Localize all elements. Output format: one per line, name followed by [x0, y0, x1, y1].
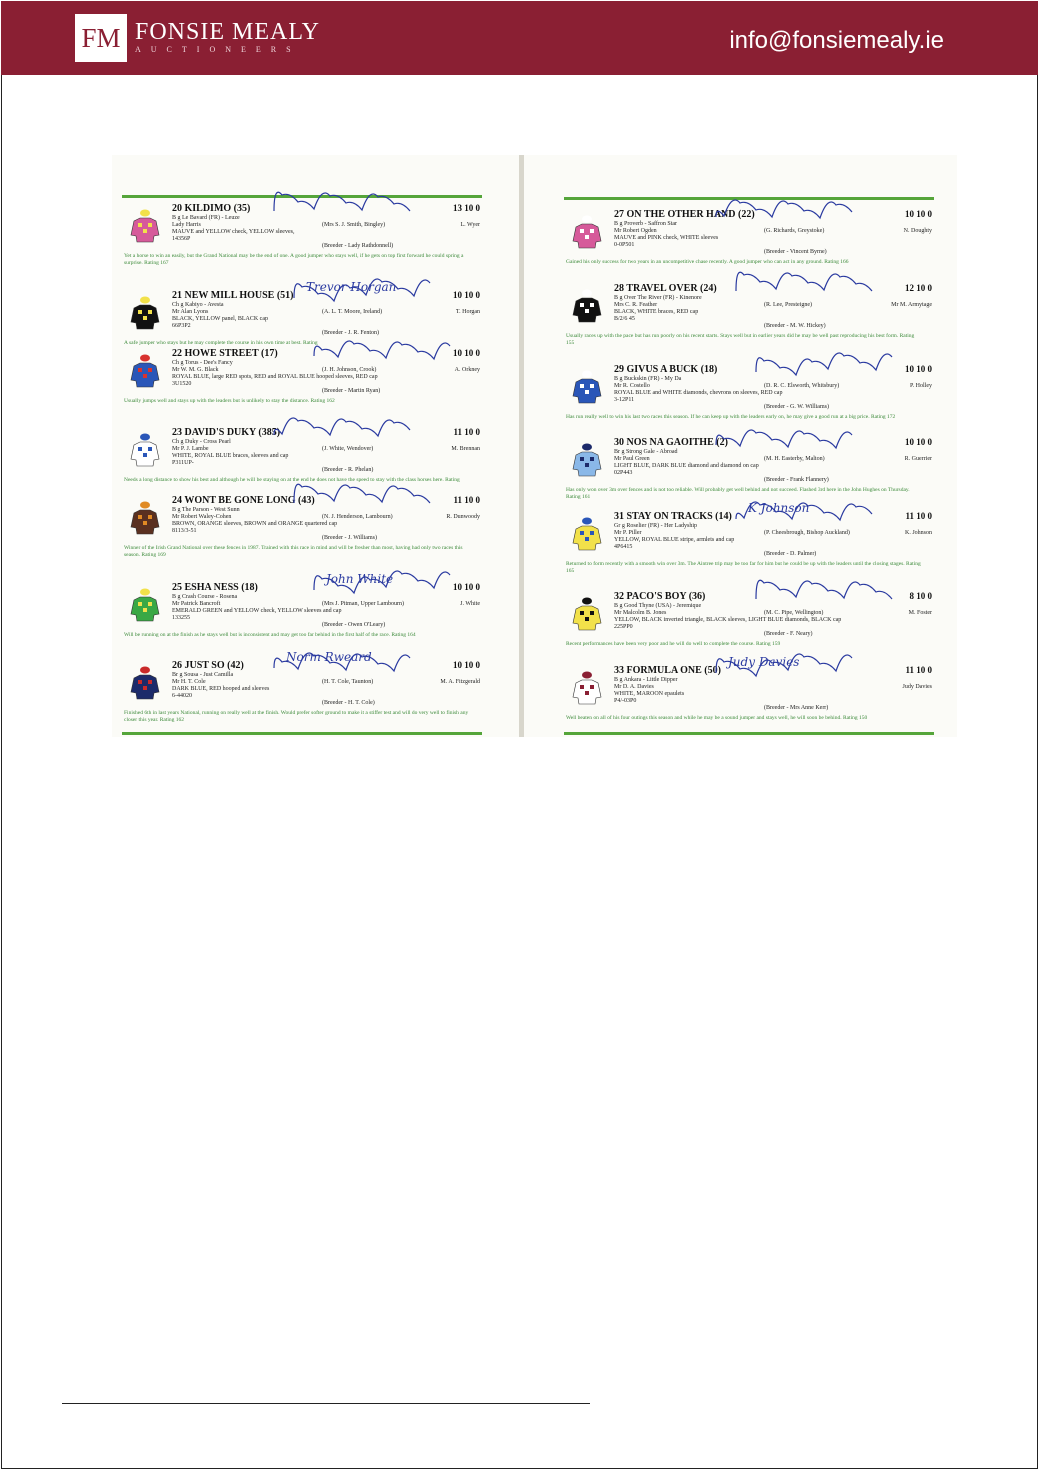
runner-breeder: (Breeder - R. Phelan) [322, 467, 374, 473]
autograph [714, 425, 864, 460]
autograph-stroke [274, 192, 410, 211]
jockey-silks-icon [572, 597, 602, 631]
runner-comment: Well beaten on all of his four outings this season and while he may be a sound jumper and stays well, he will soon be behind. Rating 150 [566, 715, 868, 721]
jockey-silks [572, 443, 602, 477]
runner-form: 66P3P2 [172, 323, 191, 329]
runner-entry [122, 650, 482, 740]
jockey-silks-icon [130, 588, 160, 622]
runner-breeder: (Breeder - Lady Rathdonnell) [322, 243, 394, 249]
runner-breeding: B g Over The River (FR) - Kinenore [614, 295, 702, 301]
silks-pattern [585, 617, 589, 621]
runner-owner: Mr D. A. Davies [614, 684, 654, 690]
silks-pattern [138, 447, 142, 451]
runner-breeder: (Breeder - Vincent Byrne) [764, 249, 827, 255]
runner-weight: 10 10 0 [905, 364, 932, 374]
autograph [272, 648, 422, 683]
runner-owner: Mr Robert Waley-Cohen [172, 514, 232, 520]
runner-title: 25 ESHA NESS (18) [172, 582, 258, 593]
runner-owner: Mrs C. R. Feather [614, 302, 658, 308]
silks-pattern [148, 447, 152, 451]
autograph [292, 278, 442, 313]
autograph [754, 352, 904, 387]
runner-trainer: (R. Lee, Presteigne) [764, 302, 812, 308]
racecard-scan [112, 155, 957, 737]
silks-cap [582, 598, 592, 605]
runner-breeder: (Breeder - J. R. Fenton) [322, 330, 379, 336]
silks-cap [140, 589, 150, 596]
runner-jockey: L. Wyer [460, 222, 480, 228]
runner-owner: Mr Malcolm B. Jones [614, 610, 667, 616]
silks-pattern [580, 611, 584, 615]
jockey-silks-icon [572, 443, 602, 477]
runner-owner: Mr Paul Green [614, 456, 650, 462]
runner-trainer: (J. H. Johnson, Crook) [322, 367, 377, 373]
runner-weight: 13 10 0 [453, 203, 480, 213]
runner-form: 4P6415 [614, 544, 633, 550]
silks-pattern [590, 229, 594, 233]
runner-comment: Yet a horse to win an easily, but the Grand National may be the end of one. A good jumper who stays well, if he gets on top first forward he could spring a surprise. Rating 167 [124, 253, 464, 266]
silks-pattern [143, 686, 147, 690]
runner-breeding: B g Ankara - Little Dipper [614, 677, 678, 683]
autograph-text: Trevor Horgan [306, 280, 397, 294]
autograph [272, 415, 422, 450]
silks-pattern [148, 223, 152, 227]
autograph-stroke [716, 200, 852, 218]
runner-title: 24 WONT BE GONE LONG (43) [172, 495, 315, 506]
runner-comment: Finished 6th in last years National, running on really well at the finish. Would prefer softer ground to make it a stiffer test and will do very well to finish any closer this year. Rating 162 [124, 710, 469, 723]
runner-form: 02P443 [614, 470, 633, 476]
runner-trainer: (Mrs S. J. Smith, Bingley) [322, 222, 386, 228]
runner-jockey: R. Dunwoody [446, 514, 480, 520]
silks-pattern [143, 521, 147, 525]
jockey-silks [572, 215, 602, 249]
autograph-scribble [714, 425, 864, 455]
runner-weight: 10 10 0 [453, 660, 480, 670]
silks-pattern [580, 457, 584, 461]
runner-breeder: (Breeder - F. Neary) [764, 631, 813, 637]
jockey-silks [130, 209, 160, 243]
runner-owner: Mr Robert Ogden [614, 228, 657, 234]
runner-breeder: (Breeder - Mrs Anne Kerr) [764, 705, 829, 711]
silks-pattern [143, 453, 147, 457]
runner-form: 3U1520 [172, 381, 192, 387]
silks-pattern [590, 457, 594, 461]
autograph-scribble [714, 197, 864, 227]
runner-breeder: (Breeder - H. T. Cole) [322, 700, 375, 706]
jockey-silks [572, 517, 602, 551]
jockey-silks-icon [130, 296, 160, 330]
runner-breeder: (Breeder - Owen O'Leary) [322, 622, 386, 628]
autograph-stroke [756, 353, 892, 375]
autograph [734, 271, 884, 306]
jockey-silks [572, 671, 602, 705]
jockey-silks-icon [572, 370, 602, 404]
runner-breeder: (Breeder - Martin Ryan) [322, 388, 381, 394]
runner-title: 28 TRAVEL OVER (24) [614, 283, 717, 294]
jockey-silks-icon [130, 666, 160, 700]
jockey-silks-icon [572, 289, 602, 323]
silks-pattern [143, 374, 147, 378]
jockey-silks-icon [572, 671, 602, 705]
runner-jockey: N. Doughty [903, 228, 932, 234]
jockey-silks [130, 666, 160, 700]
autograph [312, 336, 462, 371]
runner-colours: LIGHT BLUE, DARK BLUE diamond and diamond on cap [614, 463, 759, 469]
runner-form: 3-12P11 [614, 397, 635, 403]
autograph-stroke [756, 580, 892, 599]
silks-cap [140, 297, 150, 304]
runner-title: 22 HOWE STREET (17) [172, 348, 278, 359]
runner-owner: Mr W. M. G. Black [172, 367, 219, 373]
autograph-text: Judy Davies [728, 655, 800, 669]
autograph-scribble [272, 415, 422, 445]
runner-form: 14356P [172, 236, 191, 242]
silks-pattern [148, 368, 152, 372]
runner-weight: 11 10 0 [905, 511, 932, 521]
autograph [312, 570, 462, 605]
autograph-scribble [312, 336, 462, 366]
runner-weight: 12 10 0 [905, 283, 932, 293]
jockey-silks [130, 296, 160, 330]
silks-cap [140, 667, 150, 674]
runner-form: 133255 [172, 615, 190, 621]
silks-pattern [143, 608, 147, 612]
runner-form: P311UP- [172, 460, 194, 466]
runner-colours: ROYAL BLUE, large RED spots, RED and ROYAL BLUE hooped sleeves, RED cap [172, 374, 378, 380]
runner-breeding: B g Buckskin (FR) - My Da [614, 376, 682, 382]
autograph-text: Norm Rweard [286, 650, 372, 664]
brand-subtitle: AUCTIONEERS [135, 45, 301, 54]
jockey-silks-icon [130, 209, 160, 243]
runner-colours: EMERALD GREEN and YELLOW check, YELLOW sleeves and cap [172, 608, 342, 614]
runner-trainer: (D. R. C. Elsworth, Whitsbury) [764, 383, 840, 389]
runner-owner: Mr H. T. Cole [172, 679, 206, 685]
runner-comment: Needs a long distance to show his best and although he will be staying on at the end he does not have the speed to stay with the class horses here. Rating [124, 477, 460, 483]
silks-pattern [148, 602, 152, 606]
silks-cap [582, 444, 592, 451]
silks-cap [140, 355, 150, 362]
runner-breeder: (Breeder - D. Palmer) [764, 551, 817, 557]
runner-weight: 10 10 0 [453, 582, 480, 592]
autograph-scribble [292, 483, 442, 513]
runner-trainer: (G. Richards, Greystoke) [764, 228, 825, 234]
runner-owner: Mr P. J. Lambe [172, 446, 209, 452]
runner-title: 32 PACO'S BOY (36) [614, 591, 706, 602]
jockey-silks [572, 289, 602, 323]
silks-cap [582, 371, 592, 378]
silks-pattern [585, 235, 589, 239]
runner-form: P4/-03P0 [614, 698, 637, 704]
jockey-silks [572, 597, 602, 631]
silks-pattern [580, 303, 584, 307]
runner-colours: MAUVE and PINK check, WHITE sleeves [614, 235, 719, 241]
autograph-scribble [754, 579, 904, 609]
runner-comment: Usually races up with the pace but has run poorly on his recent starts. Stays well but in earlier years did he may be well past reproducing his best form. Rating 155 [566, 333, 915, 346]
runner-comment: Usually jumps well and stays up with the leaders but is unlikely to stay the distance. Rating 162 [124, 398, 335, 404]
logo-mark[interactable]: FM [75, 14, 127, 62]
runner-title: 29 GIVUS A BUCK (18) [614, 364, 718, 375]
autograph [272, 191, 422, 226]
autograph [734, 499, 884, 534]
runner-weight: 10 10 0 [905, 437, 932, 447]
jockey-silks-icon [572, 215, 602, 249]
runner-weight: 10 10 0 [905, 209, 932, 219]
runner-form: 8113/3-51 [172, 528, 197, 534]
runner-breeding: B g Proverb - Saffron Star [614, 221, 678, 227]
silks-pattern [590, 303, 594, 307]
autograph-scribble [272, 191, 422, 221]
silks-pattern [138, 223, 142, 227]
runner-trainer: (M. H. Easterby, Malton) [764, 456, 825, 462]
runner-title: 33 FORMULA ONE (50) [614, 665, 721, 676]
jockey-silks-icon [130, 501, 160, 535]
runner-entry [564, 655, 934, 745]
jockey-silks [130, 501, 160, 535]
runner-breeder: (Breeder - Frank Flannery) [764, 477, 829, 483]
runner-breeding: Br g Strong Gale - Abroad [614, 449, 678, 455]
autograph-stroke [716, 430, 852, 448]
runner-title: 30 NOS NA GAOITHE (2) [614, 437, 728, 448]
runner-entry [122, 495, 482, 575]
runner-owner: Mr R. Costello [614, 383, 650, 389]
autograph [714, 653, 864, 688]
runner-weight: 10 10 0 [453, 348, 480, 358]
footnote-rule [62, 1403, 590, 1404]
runner-breeder: (Breeder - J. Williams) [322, 535, 377, 541]
runner-comment: Will be running on at the finish as he stays well but is inconsistent and may get too far behind in the first half of the race. Rating 164 [124, 632, 416, 638]
runner-breeding: Ch g Duky - Cross Pearl [172, 439, 231, 445]
runner-jockey: M. Brennan [451, 446, 480, 452]
runner-jockey: J. White [460, 601, 480, 607]
runner-colours: MAUVE and YELLOW check, YELLOW sleeves, [172, 229, 295, 235]
silks-pattern [580, 229, 584, 233]
runner-trainer: (A. L. T. Moore, Ireland) [322, 309, 383, 315]
runner-jockey: R. Guerrier [904, 456, 932, 462]
runner-breeding: B g The Parson - West Sunn [172, 507, 240, 513]
runner-jockey: K. Johnson [904, 530, 932, 536]
runner-entry [122, 203, 482, 283]
runner-form: 0-0P501 [614, 242, 635, 248]
runner-breeding: B g Le Bavard (FR) - Leuze [172, 215, 240, 221]
silks-pattern [143, 229, 147, 233]
jockey-silks [130, 588, 160, 622]
silks-cap [140, 434, 150, 441]
runner-breeding: Gr g Roselier (FR) - Her Ladyship [614, 523, 697, 529]
silks-pattern [138, 515, 142, 519]
silks-pattern [590, 611, 594, 615]
runner-breeding: Ch g Torus - Dee's Fancy [172, 360, 233, 366]
runner-breeder: (Breeder - M. W. Hickey) [764, 323, 826, 329]
autograph-stroke [736, 272, 872, 291]
runner-weight: 11 10 0 [453, 427, 480, 437]
runner-title: 20 KILDIMO (35) [172, 203, 251, 214]
runner-colours: BLACK, YELLOW panel, BLACK cap [172, 316, 268, 322]
runner-trainer: (P. Cheesbrough, Bishop Auckland) [764, 530, 850, 536]
autograph-scribble [734, 271, 884, 301]
jockey-silks [130, 433, 160, 467]
runner-title: 27 ON THE OTHER HAND (22) [614, 209, 755, 220]
jockey-silks-icon [130, 354, 160, 388]
jockey-silks-icon [130, 433, 160, 467]
runner-weight: 11 10 0 [905, 665, 932, 675]
runner-trainer: (Mrs J. Pitman, Upper Lambourn) [322, 601, 404, 607]
runner-weight: 8 10 0 [909, 591, 932, 601]
runner-breeding: Ch g Kabiyo - Avesta [172, 302, 224, 308]
runner-breeding: B g Crash Course - Rosena [172, 594, 238, 600]
runner-colours: ROYAL BLUE and WHITE diamonds, chevrons on sleeves, RED cap [614, 390, 783, 396]
runner-jockey: M. Foster [908, 610, 932, 616]
silks-pattern [138, 310, 142, 314]
runner-title: 23 DAVID'S DUKY (385) [172, 427, 281, 438]
silks-pattern [138, 368, 142, 372]
runner-breeding: B g Good Thyne (USA) - Jeremique [614, 603, 702, 609]
racecard-left-page [112, 155, 520, 737]
runner-form: B/2/6 45 [614, 316, 635, 322]
runner-comment: Gained his only success for two years in an uncompetitive chase recently. A good jumper who can act in any ground. Rating 166 [566, 259, 849, 265]
runner-form: 6-44020 [172, 693, 192, 699]
silks-pattern [138, 602, 142, 606]
silks-pattern [585, 537, 589, 541]
runner-weight: 11 10 0 [453, 495, 480, 505]
autograph [714, 197, 864, 232]
runner-title: 26 JUST SO (42) [172, 660, 244, 671]
autograph [292, 483, 442, 518]
silks-pattern [585, 463, 589, 467]
brand-name: FONSIE MEALY [135, 19, 320, 45]
autograph-stroke [274, 418, 410, 436]
autograph-stroke [314, 341, 450, 359]
silks-cap [140, 210, 150, 217]
runner-comment: Winner of the Irish Grand National over these fences in 1987. Trained with this race in mind and will be fresher than most, having had only two races this season. Rating 169 [124, 545, 463, 558]
autograph [754, 579, 904, 614]
silks-pattern [590, 531, 594, 535]
silks-pattern [580, 685, 584, 689]
runner-comment: Recent performances have been very poor and he will do well to complete the course. Rating 159 [566, 641, 781, 647]
runner-colours: WHITE, MAROON epaulets [614, 691, 685, 697]
runner-colours: DARK BLUE, RED hooped and sleeves [172, 686, 270, 692]
runner-colours: YELLOW, ROYAL BLUE stripe, armlets and cap [614, 537, 735, 543]
silks-pattern [585, 691, 589, 695]
runner-owner: Mr Patrick Bancroft [172, 601, 221, 607]
silks-cap [582, 518, 592, 525]
runner-colours: BROWN, ORANGE sleeves, BROWN and ORANGE quartered cap [172, 521, 338, 527]
runner-owner: Lady Harris [172, 222, 201, 228]
runner-jockey: T. Horgan [455, 309, 480, 315]
runner-colours: WHITE, ROYAL BLUE braces, sleeves and cap [172, 453, 289, 459]
runner-breeding: Br g Sousa - Just Camilla [172, 672, 234, 678]
runner-comment: Has only won over 3m over fences and is not too reliable. Will probably get well behind and not succeed. Flashed 3rd here in the John Hughes on Thursday. Rating 161 [566, 487, 910, 500]
silks-pattern [143, 316, 147, 320]
runner-breeder: (Breeder - G. W. Williams) [764, 404, 829, 410]
silks-pattern [590, 384, 594, 388]
silks-cap [140, 502, 150, 509]
silks-pattern [585, 309, 589, 313]
silks-pattern [580, 384, 584, 388]
runner-trainer: (J. White, Wendover) [322, 446, 374, 452]
runner-trainer: (H. T. Cole, Taunton) [322, 679, 374, 685]
runner-colours: YELLOW, BLACK inverted triangle, BLACK sleeves, LIGHT BLUE diamonds, BLACK cap [614, 617, 842, 623]
runner-colours: BLACK, WHITE braces, RED cap [614, 309, 699, 315]
autograph-text: John White [326, 572, 394, 586]
runner-comment: Returned to form recently with a smooth win over 3m. The Aintree trip may be too far for him but he could be up with the leaders until the closing stages. Rating 165 [566, 561, 921, 574]
runner-comment: A safe jumper who stays but he may complete the course in his own time at best. Rating [124, 340, 318, 346]
runner-jockey: M. A. Fitzgerald [440, 679, 480, 685]
runner-jockey: A. Orkney [454, 367, 480, 373]
jockey-silks [572, 370, 602, 404]
jockey-silks [130, 354, 160, 388]
runner-owner: Mr P. Piller [614, 530, 642, 536]
runner-comment: Has run really well to win his last two races this season. If he can keep up with the leaders early on, he may give a good run at a big price. Rating 172 [566, 414, 896, 420]
runner-jockey: Judy Davies [902, 684, 932, 690]
runner-jockey: P. Holley [909, 383, 932, 389]
runner-jockey: Mr M. Armytage [891, 302, 932, 308]
silks-pattern [148, 680, 152, 684]
silks-pattern [138, 680, 142, 684]
silks-cap [582, 216, 592, 223]
runner-owner: Mr Alan Lyons [172, 309, 209, 315]
racecard-right-page [524, 155, 957, 737]
jockey-silks-icon [572, 517, 602, 551]
runner-weight: 10 10 0 [453, 290, 480, 300]
runner-entry [564, 283, 934, 363]
silks-pattern [148, 310, 152, 314]
runner-title: 31 STAY ON TRACKS (14) [614, 511, 732, 522]
runner-title: 21 NEW MILL HOUSE (51) [172, 290, 294, 301]
runner-trainer: (M. C. Pipe, Wellington) [764, 610, 824, 616]
header-bar [1, 1, 1038, 75]
runner-trainer: (N. J. Henderson, Lambourn) [322, 514, 393, 520]
runner-form: 225PP0 [614, 624, 633, 630]
silks-pattern [585, 390, 589, 394]
silks-pattern [148, 515, 152, 519]
autograph-scribble [754, 352, 904, 382]
contact-email[interactable]: info@fonsiemealy.ie [729, 27, 944, 54]
silks-pattern [580, 531, 584, 535]
silks-pattern [590, 685, 594, 689]
silks-cap [582, 672, 592, 679]
autograph-stroke [294, 484, 430, 503]
autograph-text: K Johnson [748, 501, 810, 515]
silks-cap [582, 290, 592, 297]
